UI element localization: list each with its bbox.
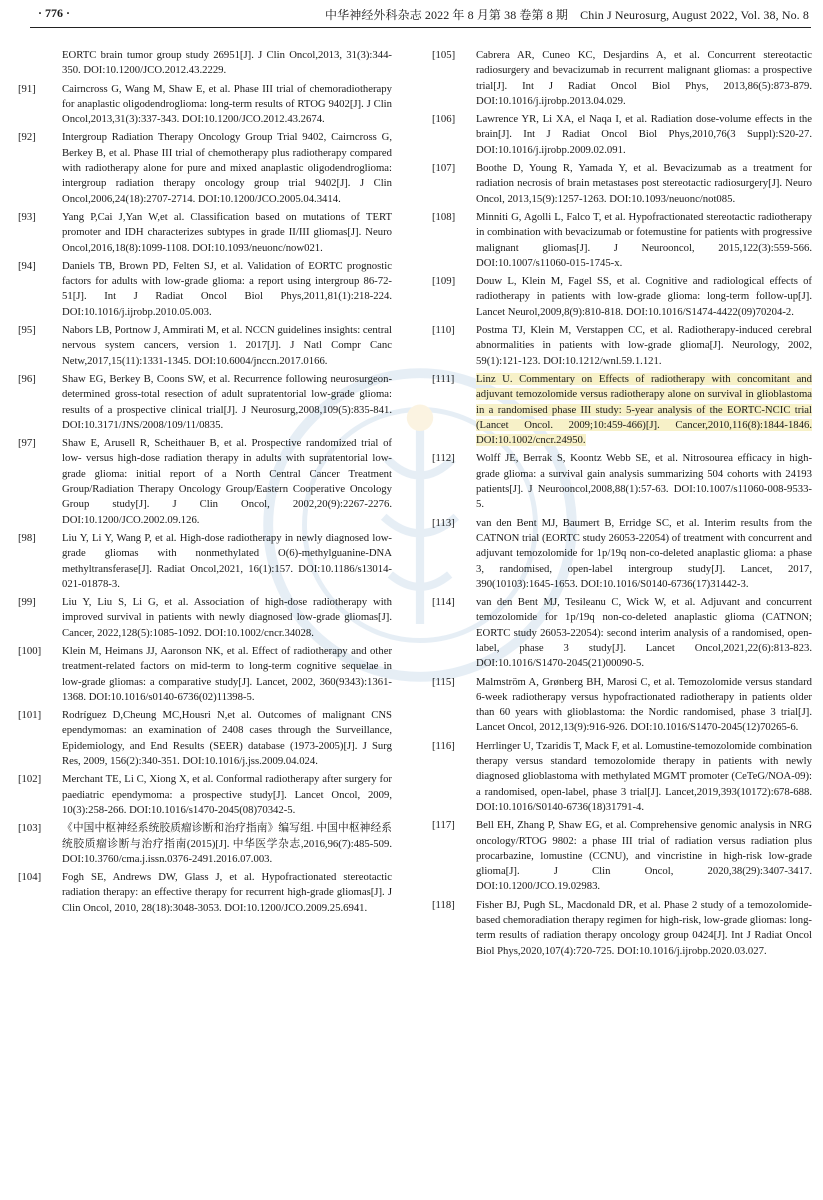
reference-entry (18, 870, 392, 916)
reference-text: Rodríguez D,Cheung MC,Housri N,et al. Outcomes of malignant CNS ependymomas: an examination of 2408 cases through the Surveillance, Epidemiology, and End Results (SEER) database (1973-2005)[J]. J Surg Res, 2009, 156(2):340-351. DOI:10.1016/j.jss.2009.04.024. (62, 709, 392, 768)
reference-number: [99] (18, 596, 36, 609)
reference-text: Linz U. Commentary on Effects of radiotherapy with concomitant and adjuvant temozolomide versus radiotherapy alone on survival in glioblastoma in a randomised phase III study: 5-year analysis of the EORTC-NCIC trial (Lancet Oncol. 2009;10:459-466)[J]. Cancer,2010,116(8):1844-1846. DOI:10.1002/cncr.24950. (476, 372, 812, 447)
reference-text: Merchant TE, Li C, Xiong X, et al. Conformal radiotherapy after surgery for paediatric ependymoma: a prospective study[J]. Lancet Oncol, 2009, 10(3):258-266. DOI:10.1016/s1470-2045(08)70342-5. (62, 773, 392, 816)
reference-text: 《中国中枢神经系统胶质瘤诊断和治疗指南》编写组. 中国中枢神经系统胶质瘤诊断与治疗指南(2015)[J]. 中华医学杂志,2016,96(7):485-509. DOI:10.3760/cma.j.issn.0376-2491.2016.07.003. (62, 822, 392, 865)
page-header (0, 0, 823, 30)
reference-number: [109] (432, 275, 456, 288)
reference-text: Malmström A, Grønberg BH, Marosi C, et al. Temozolomide versus standard 6-week radiotherapy versus hypofractionated radiotherapy in patients older than 60 years with glioblastoma: the Nordic randomised, phase 3 trial[J]. Lancet Oncol, 2012,13(9):916-926. DOI:10.1016/S1470-2045(12)70265-6. (476, 675, 812, 734)
reference-entry (432, 274, 812, 320)
reference-text: Cabrera AR, Cuneo KC, Desjardins A, et al. Concurrent stereotactic radiosurgery and bevacizumab in recurrent malignant gliomas: a prospective trial[J]. Int J Radiat Oncol Biol Phys, 2013,86(5):873-879. DOI:10.1016/j.ijrobp.2013.04.029. (476, 49, 812, 107)
reference-entry (432, 161, 812, 207)
reference-number: [107] (432, 162, 456, 175)
reference-text: Lawrence YR, Li XA, el Naqa I, et al. Radiation dose-volume effects in the brain[J]. Int J Radiat Oncol Biol Phys,2010,76(3 Suppl):S20-27. DOI:10.1016/j.ijrobp.2009.02.091. (476, 113, 812, 156)
reference-text: Bell EH, Zhang P, Shaw EG, et al. Comprehensive genomic analysis in NRG oncology/RTOG 9802: a phase III trial of radiation versus radiation plus procarbazine, lomustine (CCNU), and vincristine in high-risk low-grade glioma[J]. J Clin Oncol, 2020,38(29):3407-3417. DOI:10.1200/JCO.19.02983. (476, 819, 812, 893)
reference-column-right (432, 48, 812, 962)
reference-text: Wolff JE, Berrak S, Koontz Webb SE, et al. Nitrosourea efficacy in high-grade glioma: a survival gain analysis summarizing 504 cohorts with 24193 patients[J]. J Neurooncol,2008,88(1):57-63. DOI:10.1007/s11060-008-9533-5. (476, 452, 812, 511)
reference-text: Liu Y, Li Y, Wang P, et al. High-dose radiotherapy in newly diagnosed low-grade gliomas with nonmethylated O(6)-methylguanine-DNA methyltransferase[J]. Radiat Oncol,2021, 16(1):157. DOI:10.1186/s13014-021-01878-3. (62, 531, 392, 590)
reference-number: [94] (18, 259, 36, 272)
reference-number: [105] (432, 49, 456, 61)
reference-entry (432, 898, 812, 959)
reference-number: [100] (18, 644, 42, 657)
reference-entry (432, 595, 812, 671)
reference-number: [95] (18, 324, 36, 337)
reference-text: Fogh SE, Andrews DW, Glass J, et al. Hypofractionated stereotactic radiation therapy: an effective therapy for recurrent high-grade gliomas[J]. J Clin Oncol, 2010, 28(18):3048-3053. DOI:10.1200/JCO.2009.25.6941. (62, 871, 392, 914)
reference-number: [103] (18, 822, 42, 835)
reference-text: Daniels TB, Brown PD, Felten SJ, et al. Validation of EORTC prognostic factors for adults with low-grade glioma: a report using intergroup 86-72-51[J]. Int J Radiat Oncol Biol Phys,2011,81(1):218-224. DOI:10.1016/j.ijrobp.2010.05.003. (62, 259, 392, 318)
reference-entry (18, 708, 392, 769)
reference-entry (18, 821, 392, 867)
reference-entry (432, 818, 812, 894)
reference-number: [113] (432, 516, 455, 529)
reference-number: [110] (432, 324, 455, 337)
reference-number: [108] (432, 210, 456, 223)
reference-text: Cairncross G, Wang M, Shaw E, et al. Phase III trial of chemoradiotherapy for anaplastic oligodendroglioma: long-term results of RTOG 9402[J]. J Clin Oncol,2013,31(3):337-343. DOI:10.1200/JCO.2012.43.2674. (62, 82, 392, 126)
reference-entry (432, 516, 812, 592)
reference-text: Shaw E, Arusell R, Scheithauer B, et al. Prospective randomized trial of low- versus high-dose radiation therapy in adults with supratentorial low-grade glioma: initial report of a North Central Cancer Treatment Group/Radiation Therapy Oncology Group/Eastern Cooperative Oncology Group study[J]. J Clin Oncol, 2002,20(9):2267-2276. DOI:10.1200/JCO.2002.09.126. (62, 437, 392, 526)
reference-text: Boothe D, Young R, Yamada Y, et al. Bevacizumab as a treatment for radiation necrosis of brain metastases post stereotactic radiosurgery[J]. Neuro Oncol, 2013,15(9):1257-1263. DOI:10.1093/neuonc/not085. (476, 162, 812, 205)
reference-entry (432, 451, 812, 512)
reference-text: van den Bent MJ, Baumert B, Erridge SC, et al. Interim results from the CATNON trial (EORTC study 26053-22054) of treatment with concurrent and adjuvant temozolomide for 1p/19q non-co-deleted anaplastic glioma: a phase 3, randomised, open-label intergroup study[J]. Lancet, 2017, 390(10103):1645-1653. DOI:10.1016/S0140-6736(17)31442-3. (476, 516, 812, 590)
reference-text: Shaw EG, Berkey B, Coons SW, et al. Recurrence following neurosurgeon-determined gross-total resection of adult supratentorial low-grade glioma: results of a prospective clinical trial[J]. J Neurosurg,2008,109(5):835-841. DOI:10.3171/JNS/2008/109/11/0835. (62, 372, 392, 431)
reference-entry (18, 772, 392, 818)
reference-entry (18, 130, 392, 206)
reference-number: [118] (432, 898, 455, 911)
reference-text: Fisher BJ, Pugh SL, Macdonald DR, et al. Phase 2 study of a temozolomide-based chemoradiation therapy regimen for high-risk, low-grade gliomas: long-term results of radiation therapy oncology group 0424[J]. Int J Radiat Oncol Biol Phys,2020,107(4):720-725. DOI:10.1016/j.ijrobp.2020.03.027. (476, 898, 812, 957)
reference-entry (432, 210, 812, 271)
reference-text: Intergroup Radiation Therapy Oncology Group Trial 9402, Cairncross G, Berkey B, et al. Phase III trial of chemotherapy plus radiotherapy compared with radiotherapy alone for pure and mixed anaplastic oligodendroglioma: intergroup radiation therapy oncology group trial 9402[J]. J Clin Oncol,2006,24(18):2707-2714. DOI:10.1200/JCO.2005.04.3414. (62, 131, 392, 205)
reference-entry (18, 595, 392, 641)
reference-entry (18, 531, 392, 592)
reference-number: [106] (432, 113, 456, 126)
reference-number: [91] (18, 82, 36, 95)
reference-text: Postma TJ, Klein M, Verstappen CC, et al. Radiotherapy-induced cerebral abnormalities in patients with low-grade glioma[J]. Neurology, 2002, 59(1):121-123. DOI:10.1212/wnl.59.1.121. (476, 324, 812, 367)
reference-entry (18, 323, 392, 369)
reference-number: [114] (432, 596, 455, 609)
reference-number: [102] (18, 773, 42, 786)
reference-entry (18, 644, 392, 705)
journal-running-title: 中华神经外科杂志 2022 年 8 月第 38 卷第 8 期 Chin J Neurosurg, August 2022, Vol. 38, No. 8 (325, 8, 809, 22)
reference-number: [101] (18, 709, 42, 722)
reference-number: [117] (432, 819, 455, 832)
reference-entry (18, 436, 392, 528)
reference-text: Liu Y, Liu S, Li G, et al. Association of high-dose radiotherapy with improved survival in patients with newly diagnosed low-grade gliomas[J]. Cancer, 2022,128(5):1085-1092. DOI:10.1002/cncr.34028. (62, 596, 392, 639)
reference-number: [115] (432, 675, 455, 688)
reference-text: Klein M, Heimans JJ, Aaronson NK, et al. Effect of radiotherapy and other treatment-related factors on mid-term to long-term cognitive sequelae in low-grade gliomas: a comparative study[J]. Lancet, 2002, 360(9343):1361-1368. DOI:10.1016/s0140-6736(02)11398-5. (62, 644, 392, 703)
page-number: · 776 · (38, 6, 71, 20)
reference-entry (432, 112, 812, 158)
reference-text: EORTC brain tumor group study 26951[J]. J Clin Oncol,2013, 31(3):344-350. DOI:10.1200/JCO.2012.43.2229. (62, 49, 392, 77)
reference-number: [112] (432, 452, 455, 465)
reference-number: [97] (18, 437, 36, 450)
reference-column-left (18, 48, 392, 919)
reference-entry (18, 210, 392, 256)
reference-text: Nabors LB, Portnow J, Ammirati M, et al. NCCN guidelines insights: central nervous system cancers, version 1. 2017[J]. J Natl Compr Canc Netw,2017,15(11):1331-1345. DOI:10.6004/jnccn.2017.0166. (62, 324, 392, 367)
reference-text: Minniti G, Agolli L, Falco T, et al. Hypofractionated stereotactic radiotherapy in combination with bevacizumab or fotemustine for patients with progressive malignant gliomas[J]. J Neurooncol, 2015,122(3):559-566. DOI:10.1007/s11060-015-1745-x. (476, 210, 812, 269)
reference-text: van den Bent MJ, Tesileanu C, Wick W, et al. Adjuvant and concurrent temozolomide for 1p/19q non-co-deleted anaplastic glioma (CATNON; EORTC study 26053-22054): second interim analysis of a randomised, open-label, phase 3 study[J]. Lancet Oncol,2021,22(6):813-823. DOI:10.1016/S1470-2045(21)00090-5. (476, 596, 812, 670)
reference-number: [111] (432, 372, 455, 385)
reference-entry (432, 675, 812, 736)
reference-number: [104] (18, 871, 42, 884)
reference-entry (432, 372, 812, 448)
reference-number: [116] (432, 739, 455, 752)
reference-text: Herrlinger U, Tzaridis T, Mack F, et al. Lomustine-temozolomide combination therapy versus standard temozolomide therapy in patients with newly diagnosed glioblastoma with methylated MGMT promoter (CeTeG/NOA-09): a randomised, open-label, phase 3 trial[J]. Lancet,2019,393(10172):678-688. DOI:10.1016/S0140-6736(18)31791-4. (476, 739, 813, 813)
reference-number: [98] (18, 531, 36, 544)
reference-entry (432, 323, 812, 369)
reference-text: Douw L, Klein M, Fagel SS, et al. Cognitive and radiological effects of radiotherapy in patients with low-grade glioma: long-term follow-up[J]. Lancet Neurol,2009,8(9):810-818. DOI:10.1016/S1474-4422(09)70204-2. (476, 275, 812, 318)
reference-entry (18, 82, 392, 128)
reference-number: [92] (18, 131, 36, 144)
reference-number: [96] (18, 372, 36, 385)
reference-entry (432, 739, 812, 815)
reference-number: [93] (18, 210, 36, 223)
reference-entry (18, 48, 392, 79)
reference-text: Yang P,Cai J,Yan W,et al. Classification based on mutations of TERT promoter and IDH characterizes subtypes in grade II/III gliomas[J]. Neuro Oncol,2016,18(8):1099-1108. DOI:10.1093/neuonc/now021. (62, 210, 392, 254)
header-rule (30, 27, 811, 28)
reference-entry (18, 259, 392, 320)
reference-entry (18, 372, 392, 433)
reference-entry (432, 48, 812, 109)
